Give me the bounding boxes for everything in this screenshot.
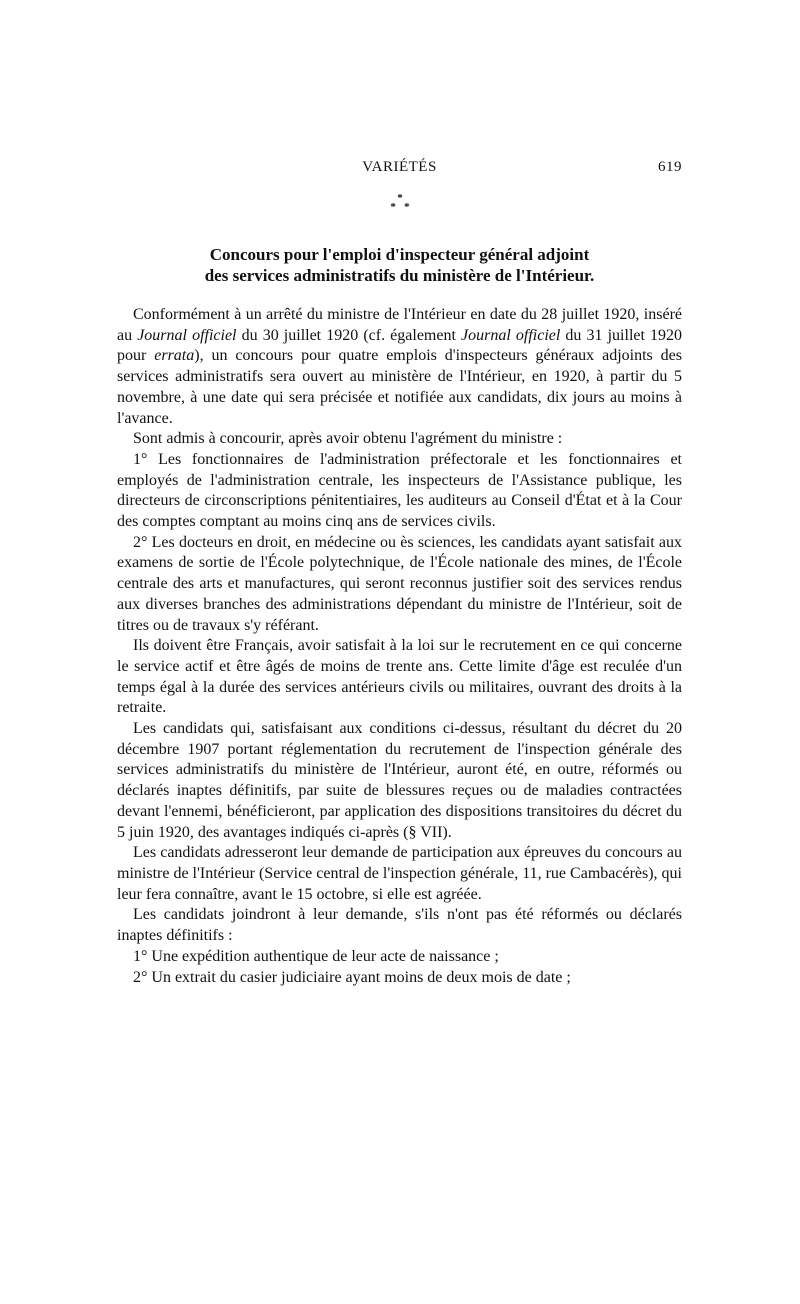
asterism-top: *	[397, 192, 403, 204]
title-line-1: Concours pour l'emploi d'inspecteur général adjoint	[209, 245, 590, 264]
asterism-ornament	[0, 194, 800, 212]
paragraph-10: 2° Un extrait du casier judiciaire ayant moins de deux mois de date ;	[133, 968, 571, 986]
page-number: 619	[658, 159, 682, 175]
article-body	[117, 305, 682, 988]
paragraph-1-text-3: du 31 juillet 1920 pour	[117, 326, 683, 365]
paragraph-8: Les candidats joindront à leur demande, s'ils n'ont pas été réformés ou déclarés inaptes définitifs :	[117, 906, 682, 945]
paragraph-1	[117, 305, 682, 429]
paragraph-6: Les candidats qui, satisfaisant aux conditions ci-dessus, résultant du décret du 20 décembre 1907 portant réglementation du recrutement de l'inspection générale des services administratifs du ministère de l'Intérieur, auront été, en outre, réformés ou déclarés inaptes définitifs, par suite de blessures reçues ou de maladies contractées devant l'ennemi, bénéficieront, par application des dispositions transitoires du décret du 5 juin 1920, des avantages indiqués ci-après (§ VII).	[117, 720, 682, 841]
article-title	[117, 244, 682, 286]
errata-ref: errata	[154, 347, 195, 365]
journal-officiel-ref-1: Journal officiel	[137, 326, 237, 344]
paragraph-1-text-2: du 30 juillet 1920 (cf. également	[236, 326, 462, 344]
title-line-2: des services administratifs du ministère de l'Intérieur.	[204, 266, 595, 285]
paragraph-7: Les candidats adresseront leur demande de participation aux épreuves du concours au ministre de l'Intérieur (Service central de l'inspection générale, 11, rue Cambacérès), qui leur fera connaître, avant le 15 octobre, si elle est agréée.	[117, 844, 682, 903]
running-title: VARIÉTÉS	[362, 159, 437, 175]
paragraph-4: 2° Les docteurs en droit, en médecine ou ès sciences, les candidats ayant satisfait aux examens de sortie de l'École polytechnique, de l'École nationale des mines, de l'École centrale des arts et manufactures, qui seront reconnus justifier soit des services rendus aux diverses branches des administrations dépendant du ministre de l'Intérieur, soit de titres ou de travaux s'y référant.	[117, 533, 682, 634]
asterism-bottom: * *	[390, 201, 410, 213]
paragraph-1-text-4: ), un concours pour quatre emplois d'inspecteurs généraux adjoints des services administratifs sera ouvert au ministère de l'Intérieur, en 1920, à partir du 5 novembre, à une date qui sera précisée et notifiée aux candidats, dix jours au moins à l'avance.	[117, 347, 683, 427]
page-header	[117, 159, 682, 183]
paragraph-9: 1° Une expédition authentique de leur acte de naissance ;	[133, 947, 499, 965]
paragraph-2: Sont admis à concourir, après avoir obtenu l'agrément du ministre :	[133, 430, 563, 448]
paragraph-5: Ils doivent être Français, avoir satisfait à la loi sur le recrutement en ce qui concerne le service actif et être âgés de moins de trente ans. Cette limite d'âge est reculée d'un temps égal à la durée des services antérieurs civils ou militaires, ouvrant des droits à la retraite.	[117, 637, 682, 717]
paragraph-1-lead: Conformément à un arrêté du ministre de l'Intérieur en date du 28 juillet 1920, inséré au	[117, 306, 682, 344]
journal-officiel-ref-2: Journal officiel	[461, 326, 561, 344]
paragraph-3: 1° Les fonctionnaires de l'administration préfectorale et les fonctionnaires et employés de l'administration centrale, les inspecteurs de l'Assistance publique, les directeurs de circonscriptions pénitentiaires, les auditeurs au Conseil d'État et à la Cour des comptes comptant au moins cinq ans de services civils.	[117, 450, 682, 531]
